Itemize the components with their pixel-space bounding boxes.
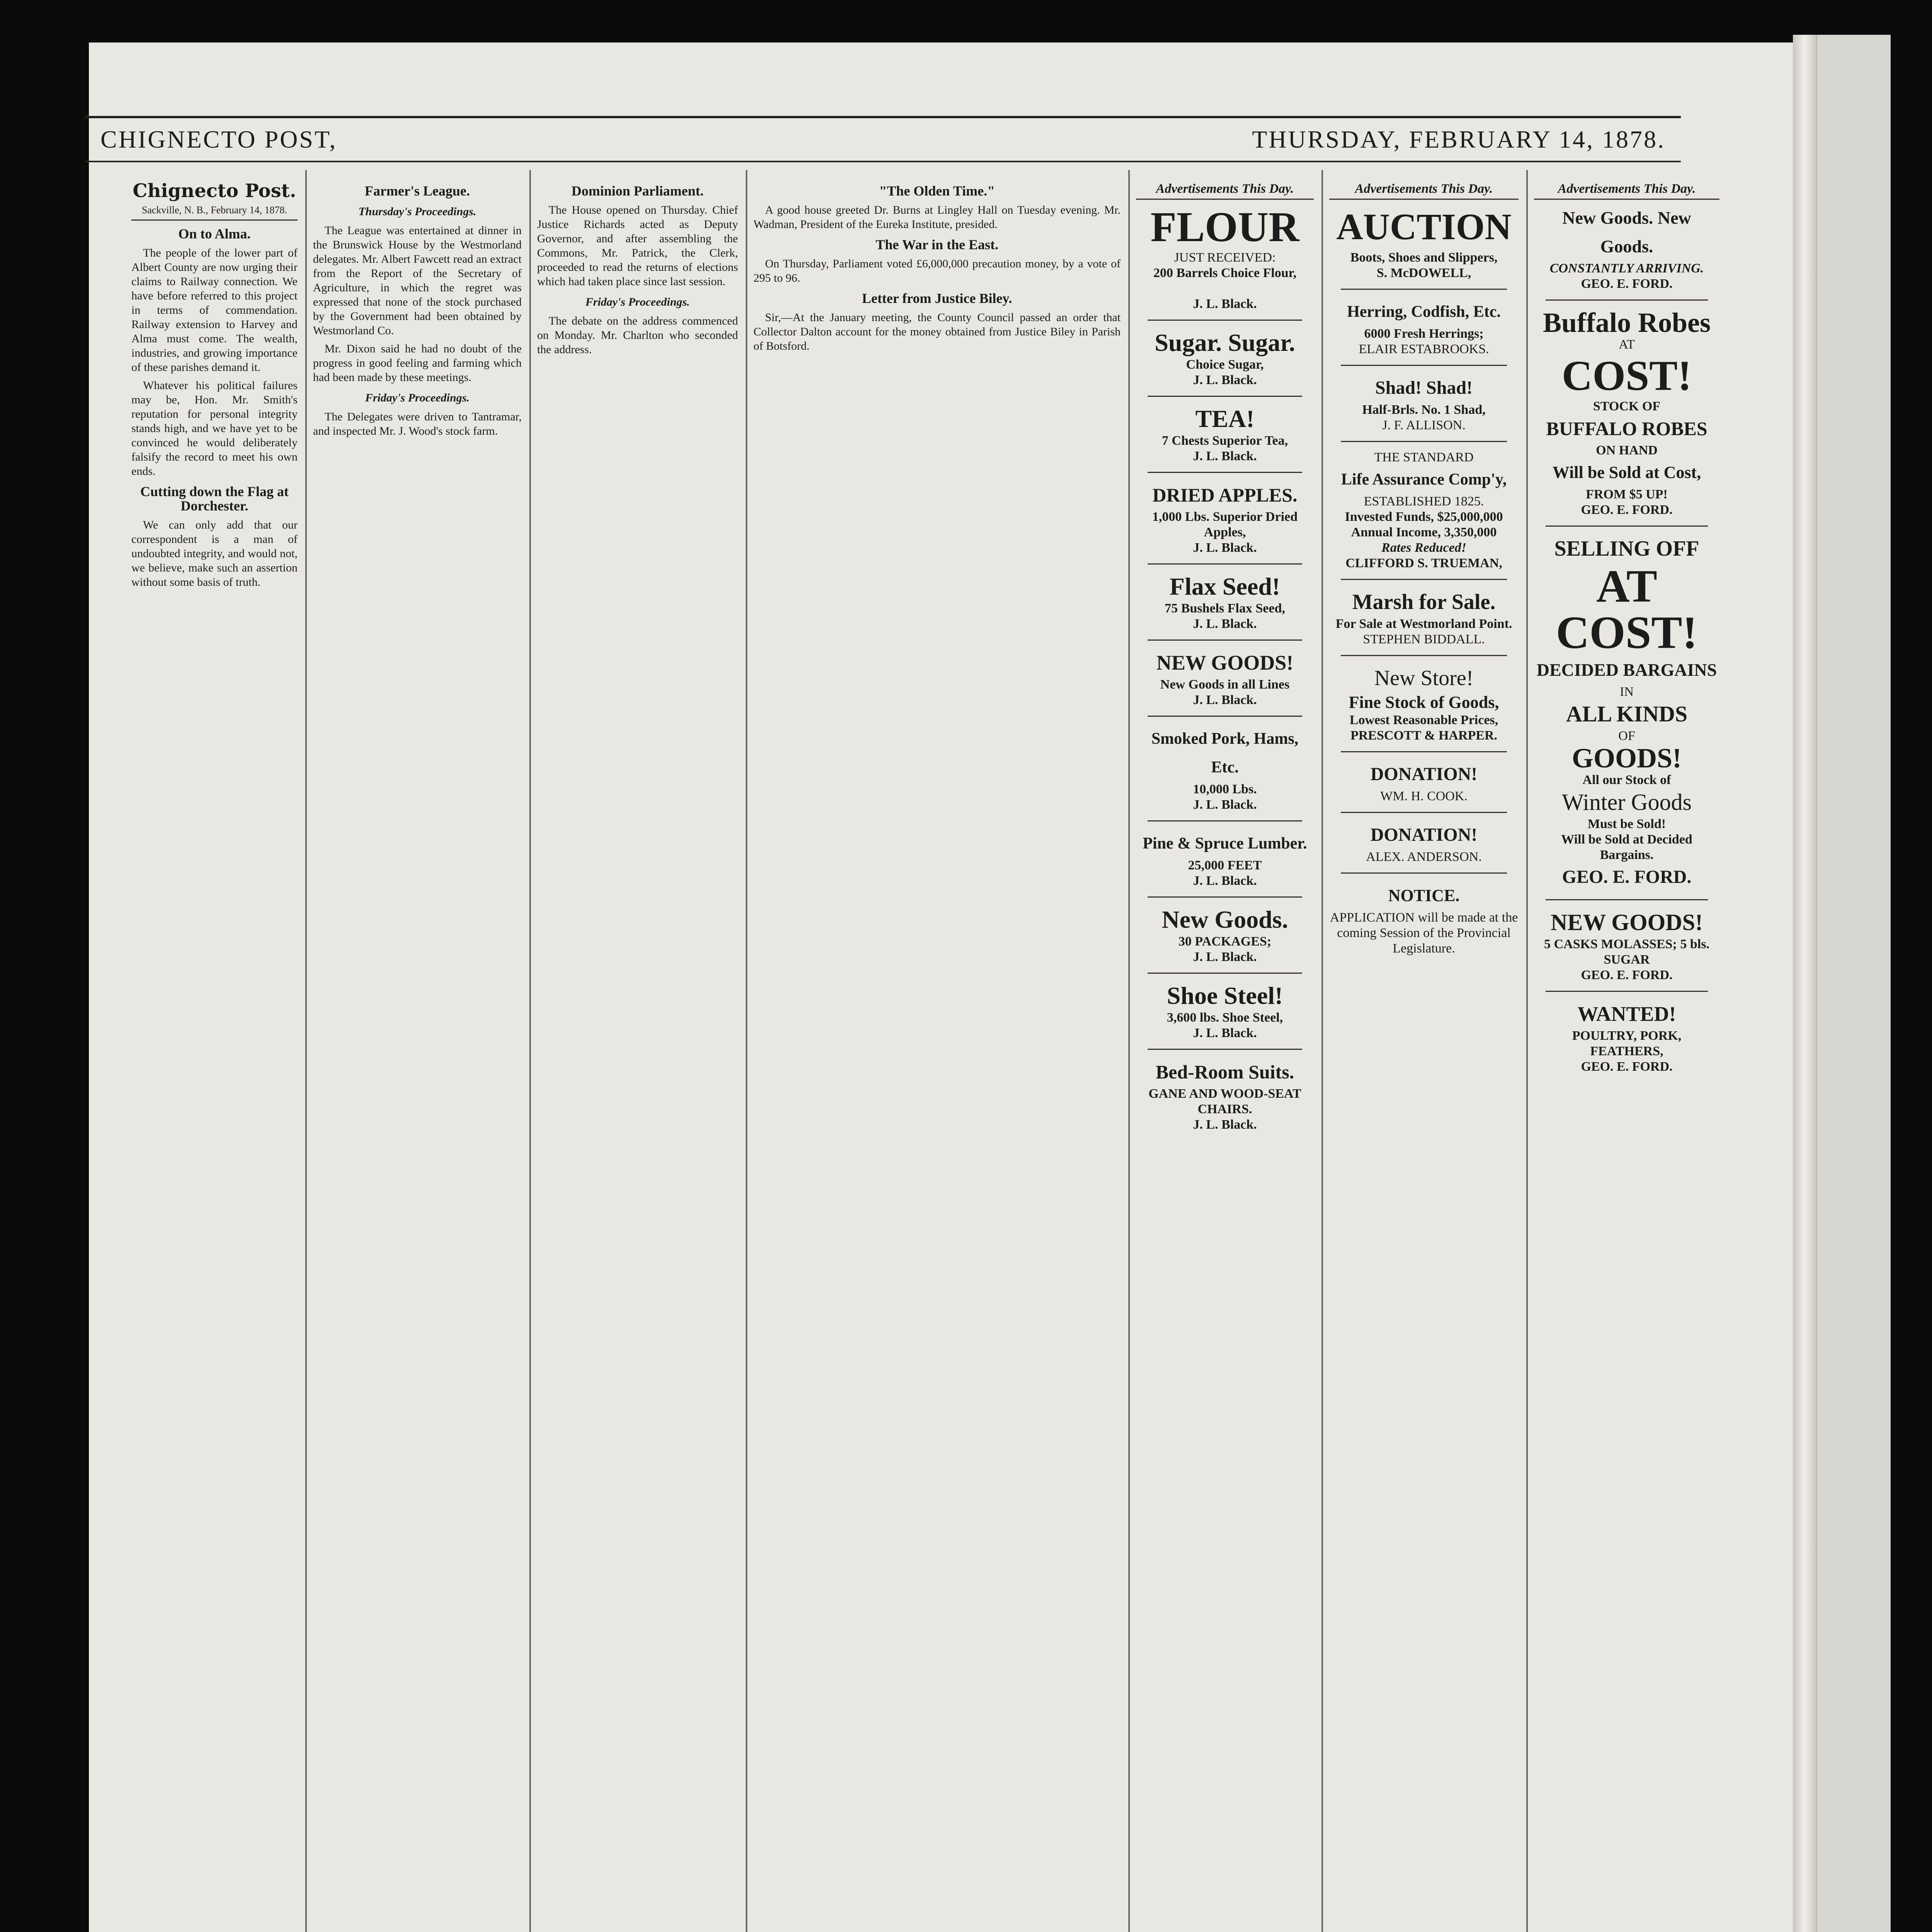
ad-line: For Sale at Westmorland Point. [1335, 617, 1512, 631]
auction-ad-title: AUCTION [1336, 206, 1512, 247]
tea-ad-title: TEA! [1195, 405, 1255, 432]
buffalo-robes-ad-title: Buffalo Robes [1543, 307, 1711, 338]
column-rule [529, 170, 531, 1932]
new-goods-ad2-title: NEW GOODS! [1551, 910, 1703, 935]
wanted-ad-title: WANTED! [1577, 1002, 1676, 1026]
ad-line: All our Stock of [1582, 773, 1671, 787]
ad-line: ON HAND [1596, 443, 1658, 457]
ad-signature: J. F. ALLISON. [1382, 418, 1466, 432]
article-paragraph: Sir,—At the January meeting, the County Council passed an order that Collector Dalton account for the money obtained from Justice Biley in Parish of Botsford. [753, 311, 1121, 352]
paper-title: Chignecto Post. [133, 180, 296, 202]
ad-line: 30 PACKAGES; [1178, 934, 1272, 949]
ad-line: 6000 Fresh Herrings; [1364, 327, 1484, 341]
article-paragraph: The League was entertained at dinner in the Brunswick House by the Westmorland delegates. Mr. Albert Fawcett read an extract from the Report of the Secretary of Agriculture, in which the regret was expressed that none of the stock purchased by the Government had been obtained by Westmorland Co. [313, 224, 522, 337]
notice-ad-title: NOTICE. [1388, 886, 1460, 905]
ad-divider [1341, 872, 1507, 874]
article-paragraph: A good house greeted Dr. Burns at Lingley Hall on Tuesday evening. Mr. Wadman, President of the Eureka Institute, presided. [753, 204, 1121, 231]
assurance-ad-title: Life Assurance Comp'y, [1341, 471, 1507, 488]
ads-header: Advertisements This Day. [1329, 182, 1519, 200]
ad-signature: J. L. Black. [1193, 874, 1257, 888]
ad-divider [1148, 472, 1302, 473]
ad-signature: J. L. Black. [1193, 541, 1257, 555]
subheadline: Cutting down the Flag at Dorchester. [140, 484, 289, 514]
ad-signature: J. L. Black. [1193, 798, 1257, 812]
article-paragraph: The House opened on Thursday. Chief Justice Richards acted as Deputy Governor, and after assembling the Commons, Mr. Patrick, the Clerk, proceeded to read the returns of elections which had taken place since last session. [537, 204, 738, 288]
ad-line: CONSTANTLY ARRIVING. [1549, 261, 1704, 276]
ad-subline: JUST RECEIVED: [1174, 250, 1276, 265]
flour-ad-title: FLOUR [1150, 203, 1299, 250]
ad-divider [1546, 299, 1708, 301]
donation-ad-title: DONATION! [1370, 764, 1478, 784]
ad-line: APPLICATION will be made at the coming Session of the Provincial Legislature. [1330, 910, 1518, 956]
ad-line: Choice Sugar, [1186, 357, 1264, 372]
ad-divider [1341, 655, 1507, 656]
ad-line: Will be Sold at Decided Bargains. [1561, 832, 1692, 862]
ad-line: 1,000 Lbs. Superior Dried Apples, [1152, 510, 1298, 539]
masthead-paper-name: CHIGNECTO POST, [100, 126, 337, 153]
ad-line: STOCK OF [1593, 399, 1661, 413]
ad-line: 200 Barrels Choice Flour, [1153, 266, 1297, 280]
herring-ad-title: Herring, Codfish, Etc. [1347, 303, 1501, 321]
ad-divider [1148, 396, 1302, 397]
ad-line: 25,000 FEET [1188, 858, 1262, 872]
column-rule [746, 170, 747, 1932]
shad-ad-title: Shad! Shad! [1375, 378, 1473, 398]
masthead [85, 116, 1681, 162]
ad-signature: J. L. Black. [1193, 617, 1257, 631]
masthead-date: THURSDAY, FEBRUARY 14, 1878. [1252, 126, 1665, 153]
ad-line: BUFFALO ROBES [1546, 418, 1708, 439]
ad-divider [1148, 716, 1302, 717]
new-goods-ad-title: NEW GOODS! [1156, 651, 1294, 674]
ad-signature: STEPHEN BIDDALL. [1363, 632, 1485, 646]
ads-column-black [1136, 182, 1314, 1932]
ads-header: Advertisements This Day. [1534, 182, 1719, 200]
ad-divider [1546, 526, 1708, 527]
ads-column-middle [1329, 182, 1519, 1932]
ad-divider [1148, 820, 1302, 821]
selling-off-ad-title: SELLING OFF [1554, 537, 1699, 561]
donation-ad2-title: DONATION! [1370, 825, 1478, 845]
ad-line: Half-Brls. No. 1 Shad, [1362, 403, 1486, 417]
subheadline: Friday's Proceedings. [365, 391, 469, 404]
article-paragraph: On Thursday, Parliament voted £6,000,000 precaution money, by a vote of 295 to 96. [753, 257, 1121, 284]
at-cost-headline: AT COST! [1556, 560, 1698, 658]
ad-signature: GEO. E. FORD. [1562, 867, 1692, 887]
ad-signature: J. L. Black. [1193, 1026, 1257, 1040]
subheadline: Friday's Proceedings. [585, 296, 690, 308]
rates-reduced: Rates Reduced! [1381, 541, 1467, 555]
article-paragraph: Whatever his political failures may be, Hon. Mr. Smith's reputation for personal integrity stands high, and we have yet to be convinced he would deliberately falsify the record to meet his own ends. [131, 379, 298, 478]
ad-divider [1148, 973, 1302, 974]
article-paragraph: The people of the lower part of Albert County are now urging their claims to Railway connection. We have before referred to this project in terms of commendation. Railway extension to Harvey and Alma must come. The wealth, industries, and growing importance of these parishes demand it. [131, 247, 298, 374]
bedroom-suits-ad-title: Bed-Room Suits. [1155, 1061, 1294, 1083]
facing-page-edge [1816, 35, 1891, 1932]
ad-signature: PRESCOTT & HARPER. [1350, 728, 1498, 743]
parliament-column [537, 178, 738, 1932]
invested-funds: Invested Funds, $25,000,000 [1345, 510, 1503, 524]
editorial-column [131, 178, 298, 1932]
marsh-ad-title: Marsh for Sale. [1352, 590, 1496, 614]
ad-signature: GEO. E. FORD. [1581, 503, 1673, 517]
ad-line: Will be Sold at Cost, [1552, 463, 1701, 482]
ad-line: 5 CASKS MOLASSES; 5 bls. SUGAR [1544, 937, 1709, 967]
ad-line: Fine Stock of Goods, [1349, 693, 1499, 712]
column-rule [1321, 170, 1323, 1932]
article-paragraph: We can only add that our correspondent is a man of undoubted integrity, and would not, we believe, make such an assertion without some basis of truth. [131, 519, 298, 588]
ad-signature: S. McDOWELL, [1376, 266, 1471, 280]
ad-divider [1546, 899, 1708, 900]
subheadline: Letter from Justice Biley. [862, 291, 1012, 306]
ad-line: 3,600 lbs. Shoe Steel, [1167, 1010, 1283, 1025]
headline: On to Alma. [178, 226, 251, 242]
cost-headline: COST! [1561, 352, 1692, 399]
subheadline: Thursday's Proceedings. [358, 205, 476, 218]
column-rule [1128, 170, 1130, 1932]
ad-signature: J. L. Black. [1193, 693, 1257, 707]
ad-line: GANE AND WOOD-SEAT CHAIRS. [1148, 1087, 1301, 1116]
ad-divider [1341, 365, 1507, 366]
news-column [753, 178, 1121, 1932]
flaxseed-ad-title: Flax Seed! [1169, 573, 1281, 600]
ad-divider [1148, 563, 1302, 565]
ad-signature: J. L. Black. [1193, 297, 1257, 311]
ad-line: ALL KINDS [1566, 701, 1688, 726]
ad-divider [1341, 441, 1507, 442]
ad-divider [1148, 896, 1302, 898]
headline: "The Olden Time." [879, 183, 995, 199]
ad-signature: J. L. Black. [1193, 373, 1257, 387]
ad-signature: ALEX. ANDERSON. [1366, 850, 1482, 864]
ads-column-ford [1534, 182, 1719, 1932]
ad-line: 7 Chests Superior Tea, [1162, 434, 1288, 448]
new-goods-ad-title: New Goods. New Goods. [1562, 208, 1691, 256]
ad-line: 10,000 Lbs. [1193, 782, 1257, 796]
ad-line: Winter Goods [1562, 789, 1692, 815]
ad-signature: ELAIR ESTABROOKS. [1359, 342, 1489, 356]
ad-line: New Goods in all Lines [1160, 677, 1290, 692]
ad-signature: CLIFFORD S. TRUEMAN, [1345, 556, 1502, 570]
annual-income: Annual Income, 3,350,000 [1351, 525, 1497, 539]
ad-signature: WM. H. COOK. [1380, 789, 1468, 803]
ad-signature: J. L. Black. [1193, 1117, 1257, 1132]
headline: Farmer's League. [365, 183, 470, 199]
pork-ad-title: Smoked Pork, Hams, Etc. [1151, 730, 1299, 776]
article-paragraph: The debate on the address commenced on Monday. Mr. Charlton who seconded the address. [537, 315, 738, 356]
farmers-league-column [313, 178, 522, 1932]
ad-divider [1341, 289, 1507, 290]
ad-line: DECIDED BARGAINS [1536, 660, 1717, 680]
lumber-ad-title: Pine & Spruce Lumber. [1143, 835, 1307, 852]
ad-line: Must be Sold! [1587, 817, 1666, 831]
new-goods-ad2-title: New Goods. [1162, 906, 1288, 933]
ad-signature: J. L. Black. [1193, 950, 1257, 964]
apples-ad-title: DRIED APPLES. [1152, 484, 1298, 506]
ad-divider [1546, 991, 1708, 992]
ad-line: IN [1620, 685, 1634, 699]
article-paragraph: The Delegates were driven to Tantramar, and inspected Mr. J. Wood's stock farm. [313, 410, 522, 437]
ad-line: GOODS! [1571, 743, 1682, 774]
column-rule [305, 170, 307, 1932]
ad-line: POULTRY, PORK, FEATHERS, [1572, 1029, 1682, 1058]
ad-signature: GEO. E. FORD. [1581, 277, 1673, 291]
ad-line: Lowest Reasonable Prices, [1349, 713, 1498, 727]
ad-line: AT [1619, 337, 1635, 352]
new-store-ad-title: New Store! [1374, 666, 1474, 690]
shoe-steel-ad-title: Shoe Steel! [1167, 982, 1283, 1009]
article-paragraph: Mr. Dixon said he had no doubt of the progress in good feeling and farming which had been made by these meetings. [313, 342, 522, 384]
ad-signature: GEO. E. FORD. [1581, 1060, 1673, 1074]
ad-signature: J. L. Black. [1193, 449, 1257, 463]
subheadline: The War in the East. [876, 237, 998, 252]
ad-subline: THE STANDARD [1374, 450, 1474, 464]
ad-divider [1341, 579, 1507, 580]
sugar-ad-title: Sugar. Sugar. [1155, 329, 1295, 356]
ad-divider [1148, 1049, 1302, 1050]
ad-divider [1341, 751, 1507, 752]
ad-signature: GEO. E. FORD. [1581, 968, 1673, 982]
ad-divider [1341, 812, 1507, 813]
ad-line: FROM $5 UP! [1586, 487, 1668, 502]
ads-header: Advertisements This Day. [1136, 182, 1314, 200]
ad-line: Boots, Shoes and Slippers, [1350, 250, 1498, 265]
ad-divider [1148, 320, 1302, 321]
binding-spine [1793, 35, 1816, 1932]
ad-line: 75 Bushels Flax Seed, [1165, 601, 1285, 616]
ad-line: OF [1618, 729, 1635, 743]
ad-line: ESTABLISHED 1825. [1364, 494, 1484, 509]
column-rule [1526, 170, 1528, 1932]
dateline: Sackville, N. B., February 14, 1878. [131, 203, 298, 221]
headline: Dominion Parliament. [571, 183, 704, 199]
ad-divider [1148, 639, 1302, 641]
